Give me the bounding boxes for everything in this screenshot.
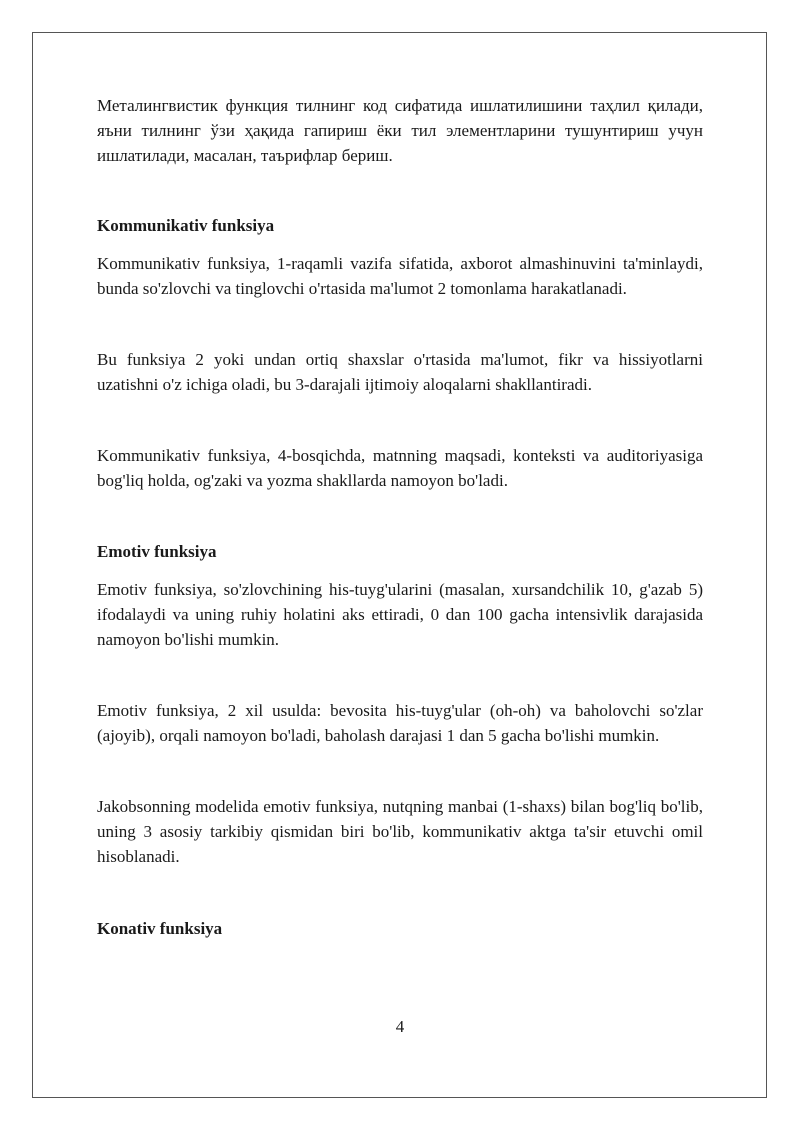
paragraph-kommunikativ-2: Bu funksiya 2 yoki undan ortiq shaxslar o'rtasida ma'lumot, fikr va hissiyotlarni uzatishni o'z ichiga oladi, bu 3-darajali ijtimoiy aloqalarni shakllantiradi. — [97, 350, 703, 394]
paragraph-kommunikativ-3: Kommunikativ funksiya, 4-bosqichda, matnning maqsadi, konteksti va auditoriyasiga bog'liq holda, og'zaki va yozma shakllarda namoyon bo'ladi. — [97, 446, 703, 490]
section-heading-konativ: Konativ funksiya — [97, 919, 223, 938]
page-number: 4 — [395, 1017, 405, 1036]
intro-paragraph: Металингвистик функция тилнинг код сифатида ишлатилишини таҳлил қилади, яъни тилнинг ўзи ҳақида гапириш ёки тил элементларини тушунтириш учун ишлатилади, масалан, таърифлар бериш. — [97, 96, 703, 165]
paragraph-emotiv-1: Emotiv funksiya, so'zlovchining his-tuyg'ularini (masalan, xursandchilik 10, g'azab 5) ifodalaydi va uning ruhiy holatini aks ettiradi, 0 dan 100 gacha intensivlik darajasida namoyon bo'lishi mumkin. — [97, 580, 703, 649]
paragraph-emotiv-2: Emotiv funksiya, 2 xil usulda: bevosita his-tuyg'ular (oh-oh) va baholovchi so'zlar (ajoyib), orqali namoyon bo'ladi, baholash darajasi 1 dan 5 gacha bo'lishi mumkin. — [97, 701, 703, 745]
section-heading-emotiv: Emotiv funksiya — [97, 542, 217, 561]
paragraph-kommunikativ-1: Kommunikativ funksiya, 1-raqamli vazifa sifatida, axborot almashinuvini ta'minlaydi, bunda so'zlovchi va tinglovchi o'rtasida ma'lumot 2 tomonlama harakatlanadi. — [97, 254, 703, 298]
section-heading-kommunikativ: Kommunikativ funksiya — [97, 216, 275, 235]
document-body — [97, 93, 703, 941]
paragraph-emotiv-3: Jakobsonning modelida emotiv funksiya, nutqning manbai (1-shaxs) bilan bog'liq bo'lib, uning 3 asosiy tarkibiy qismidan biri bo'lib, kommunikativ aktga ta'sir etuvchi omil hisoblanadi. — [97, 797, 703, 866]
